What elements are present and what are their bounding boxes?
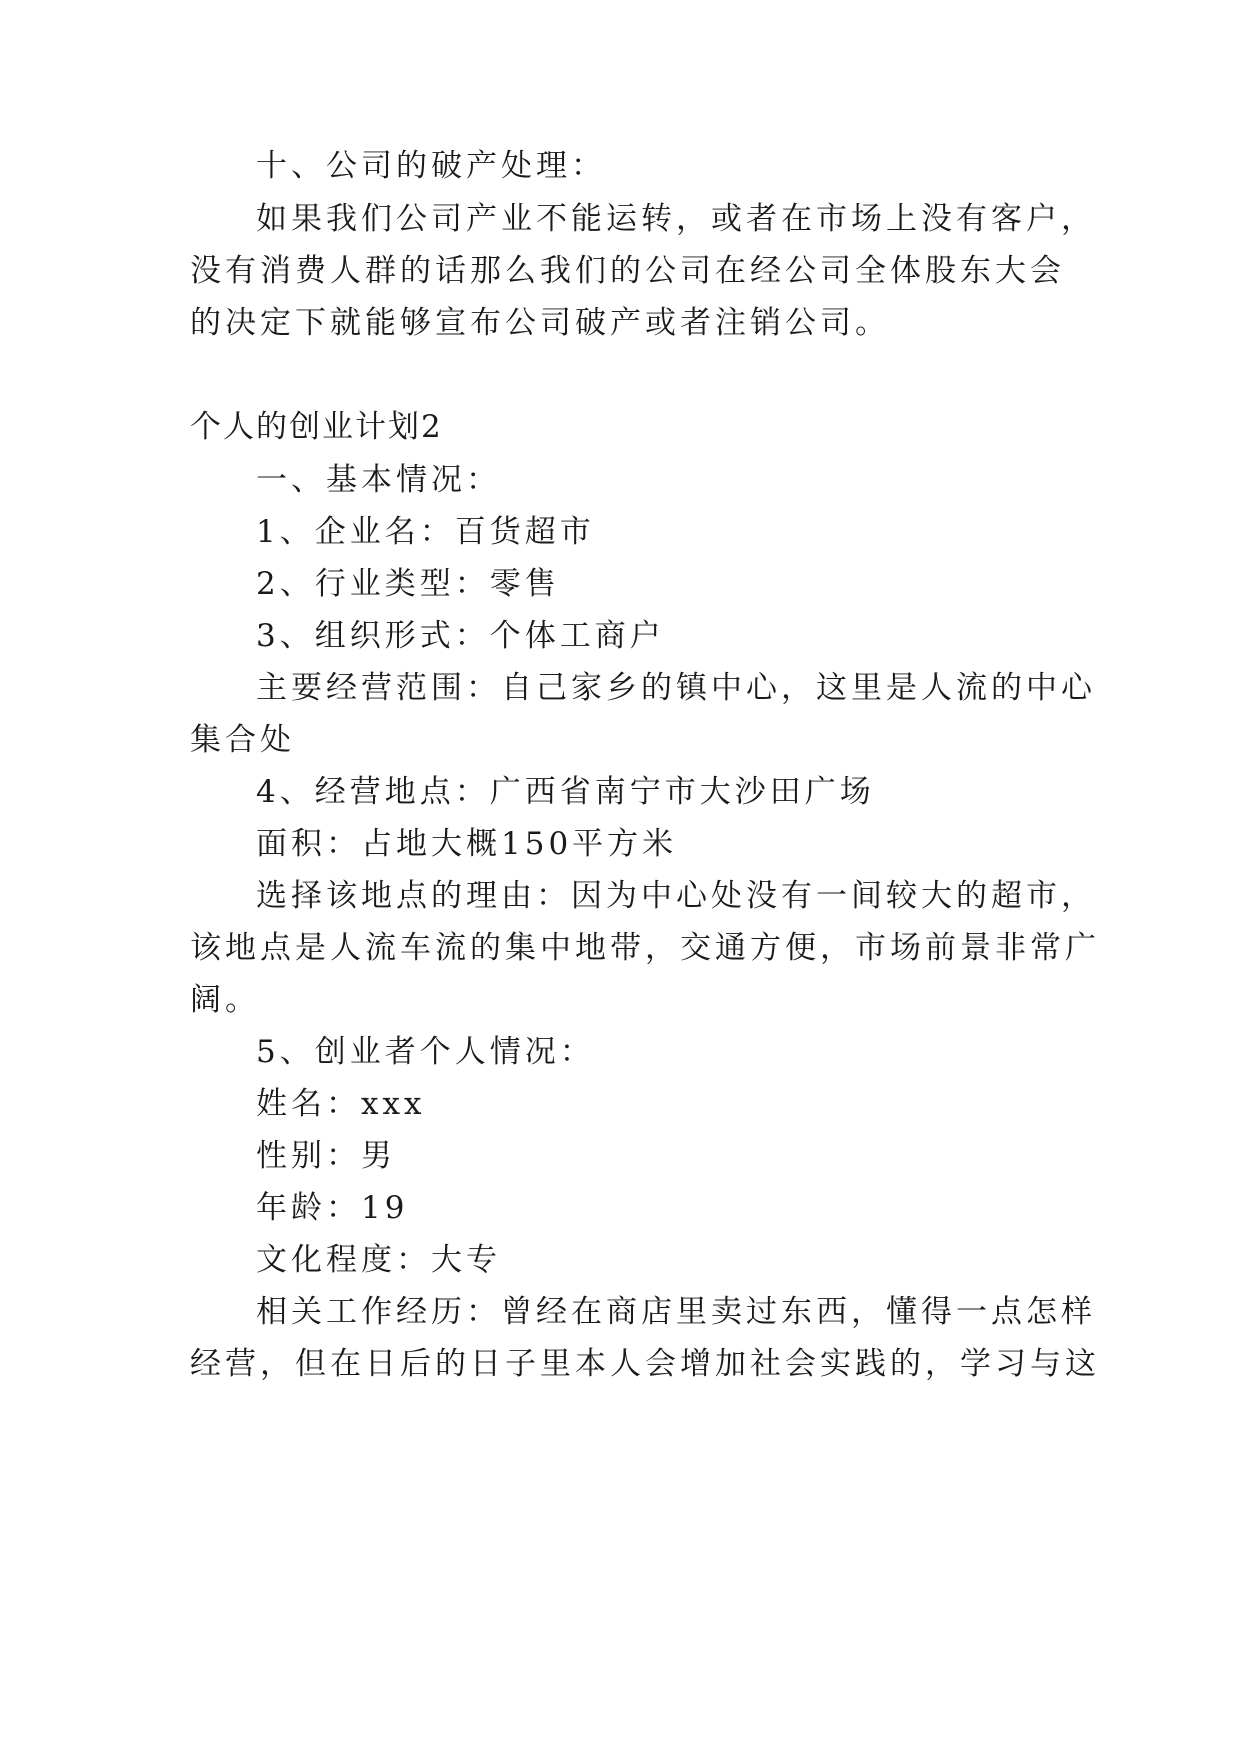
location-reason-line-1: 选择该地点的理由：因为中心处没有一间较大的超市，	[256, 878, 1096, 914]
business-area: 面积：占地大概150平方米	[256, 826, 678, 862]
business-scope-line-2: 集合处	[190, 722, 295, 758]
business-location: 4、经营地点：广西省南宁市大沙田广场	[256, 774, 875, 810]
section-ten-heading: 十、公司的破产处理：	[256, 148, 606, 184]
founder-gender: 性别：男	[256, 1138, 396, 1174]
section-ten-body-line-3: 的决定下就能够宣布公司破产或者注销公司。	[190, 305, 890, 341]
organization-form: 3、组织形式：个体工商户	[256, 618, 665, 654]
work-experience-line-2: 经营，但在日后的日子里本人会增加社会实践的，学习与这	[190, 1346, 1100, 1382]
basic-heading: 一、基本情况：	[256, 462, 501, 498]
founder-age: 年龄：19	[256, 1190, 409, 1226]
section-ten-body-line-1: 如果我们公司产业不能运转，或者在市场上没有客户，	[256, 201, 1096, 237]
section-ten-body-line-2: 没有消费人群的话那么我们的公司在经公司全体股东大会	[190, 253, 1065, 289]
business-scope-line-1: 主要经营范围：自己家乡的镇中心，这里是人流的中心	[256, 670, 1096, 706]
location-reason-line-2: 该地点是人流车流的集中地带，交通方便，市场前景非常广	[190, 930, 1100, 966]
founder-education: 文化程度：大专	[256, 1242, 501, 1278]
enterprise-name: 1、企业名：百货超市	[256, 514, 595, 550]
founder-name: 姓名：xxx	[256, 1086, 426, 1122]
location-reason-line-3: 阔。	[190, 982, 260, 1018]
work-experience-line-1: 相关工作经历：曾经在商店里卖过东西，懂得一点怎样	[256, 1294, 1096, 1330]
industry-type: 2、行业类型：零售	[256, 566, 560, 602]
plan-title: 个人的创业计划2	[190, 409, 443, 445]
founder-heading: 5、创业者个人情况：	[256, 1034, 595, 1070]
